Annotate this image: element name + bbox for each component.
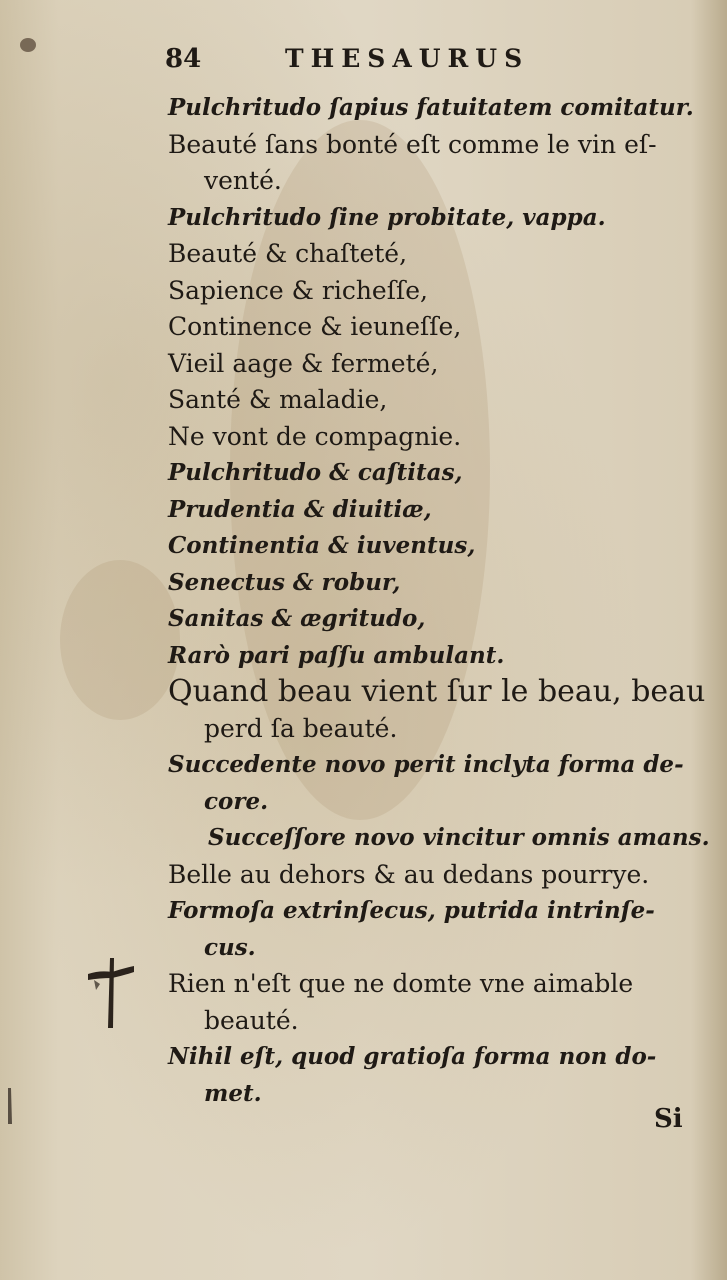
text-line: core. bbox=[204, 787, 269, 815]
text-line: Pulchritudo ſine probitate, vappa. bbox=[168, 203, 606, 231]
text-line: Prudentia & diuitiæ, bbox=[168, 495, 432, 523]
catchword: Si bbox=[654, 1104, 683, 1134]
margin-tick-mark bbox=[6, 1088, 14, 1124]
text-line: Sapience & richeſſe, bbox=[168, 275, 428, 305]
text-line: Nihil eſt, quod gratioſa forma non do- bbox=[168, 1043, 657, 1070]
text-line: Rien n'eſt que ne domte vne aimable bbox=[168, 969, 634, 998]
text-line: Succeſſore novo vincitur omnis amans. bbox=[208, 824, 710, 851]
text-line: Formoſa extrinſecus, putrida intrinſe- bbox=[168, 897, 655, 924]
text-line: Pulchritudo & caſtitas, bbox=[168, 459, 463, 486]
text-line: Quand beau vient ſur le beau, beau bbox=[168, 674, 706, 709]
text-line: beauté. bbox=[204, 1005, 299, 1035]
text-line: Pulchritudo ſapius fatuitatem comitatur. bbox=[168, 94, 694, 121]
ink-spot bbox=[20, 38, 36, 52]
text-line: Belle au dehors & au dedans pourrye. bbox=[168, 859, 650, 889]
text-line: perd ſa beauté. bbox=[204, 713, 398, 743]
text-line: Santé & maladie, bbox=[168, 385, 388, 414]
text-line: cus. bbox=[204, 933, 256, 961]
text-line: Ne vont de compagnie. bbox=[168, 421, 462, 451]
text-line: Beauté & chaſteté, bbox=[168, 239, 408, 268]
text-line: Sanitas & ægritudo, bbox=[168, 605, 426, 632]
page-number: 84 bbox=[165, 44, 202, 74]
text-line: Beauté ſans bonté eſt comme le vin eſ- bbox=[168, 129, 657, 159]
text-line: met. bbox=[204, 1079, 262, 1107]
text-body bbox=[168, 90, 710, 1112]
text-line: Vieil aage & fermeté, bbox=[168, 348, 439, 378]
text-line: venté. bbox=[204, 166, 282, 195]
text-line: Succedente novo perit inclyta forma de- bbox=[168, 751, 684, 778]
text-line: Continentia & iuventus, bbox=[168, 532, 476, 559]
running-title: THESAURUS bbox=[285, 44, 530, 73]
marginal-cross-mark-icon bbox=[84, 952, 138, 1032]
page-header bbox=[165, 44, 595, 80]
text-line: Continence & ieuneſſe, bbox=[168, 312, 462, 341]
water-stain bbox=[60, 560, 180, 720]
text-line: Senectus & robur, bbox=[168, 568, 401, 596]
text-line: Rarò pari paſſu ambulant. bbox=[168, 641, 505, 669]
